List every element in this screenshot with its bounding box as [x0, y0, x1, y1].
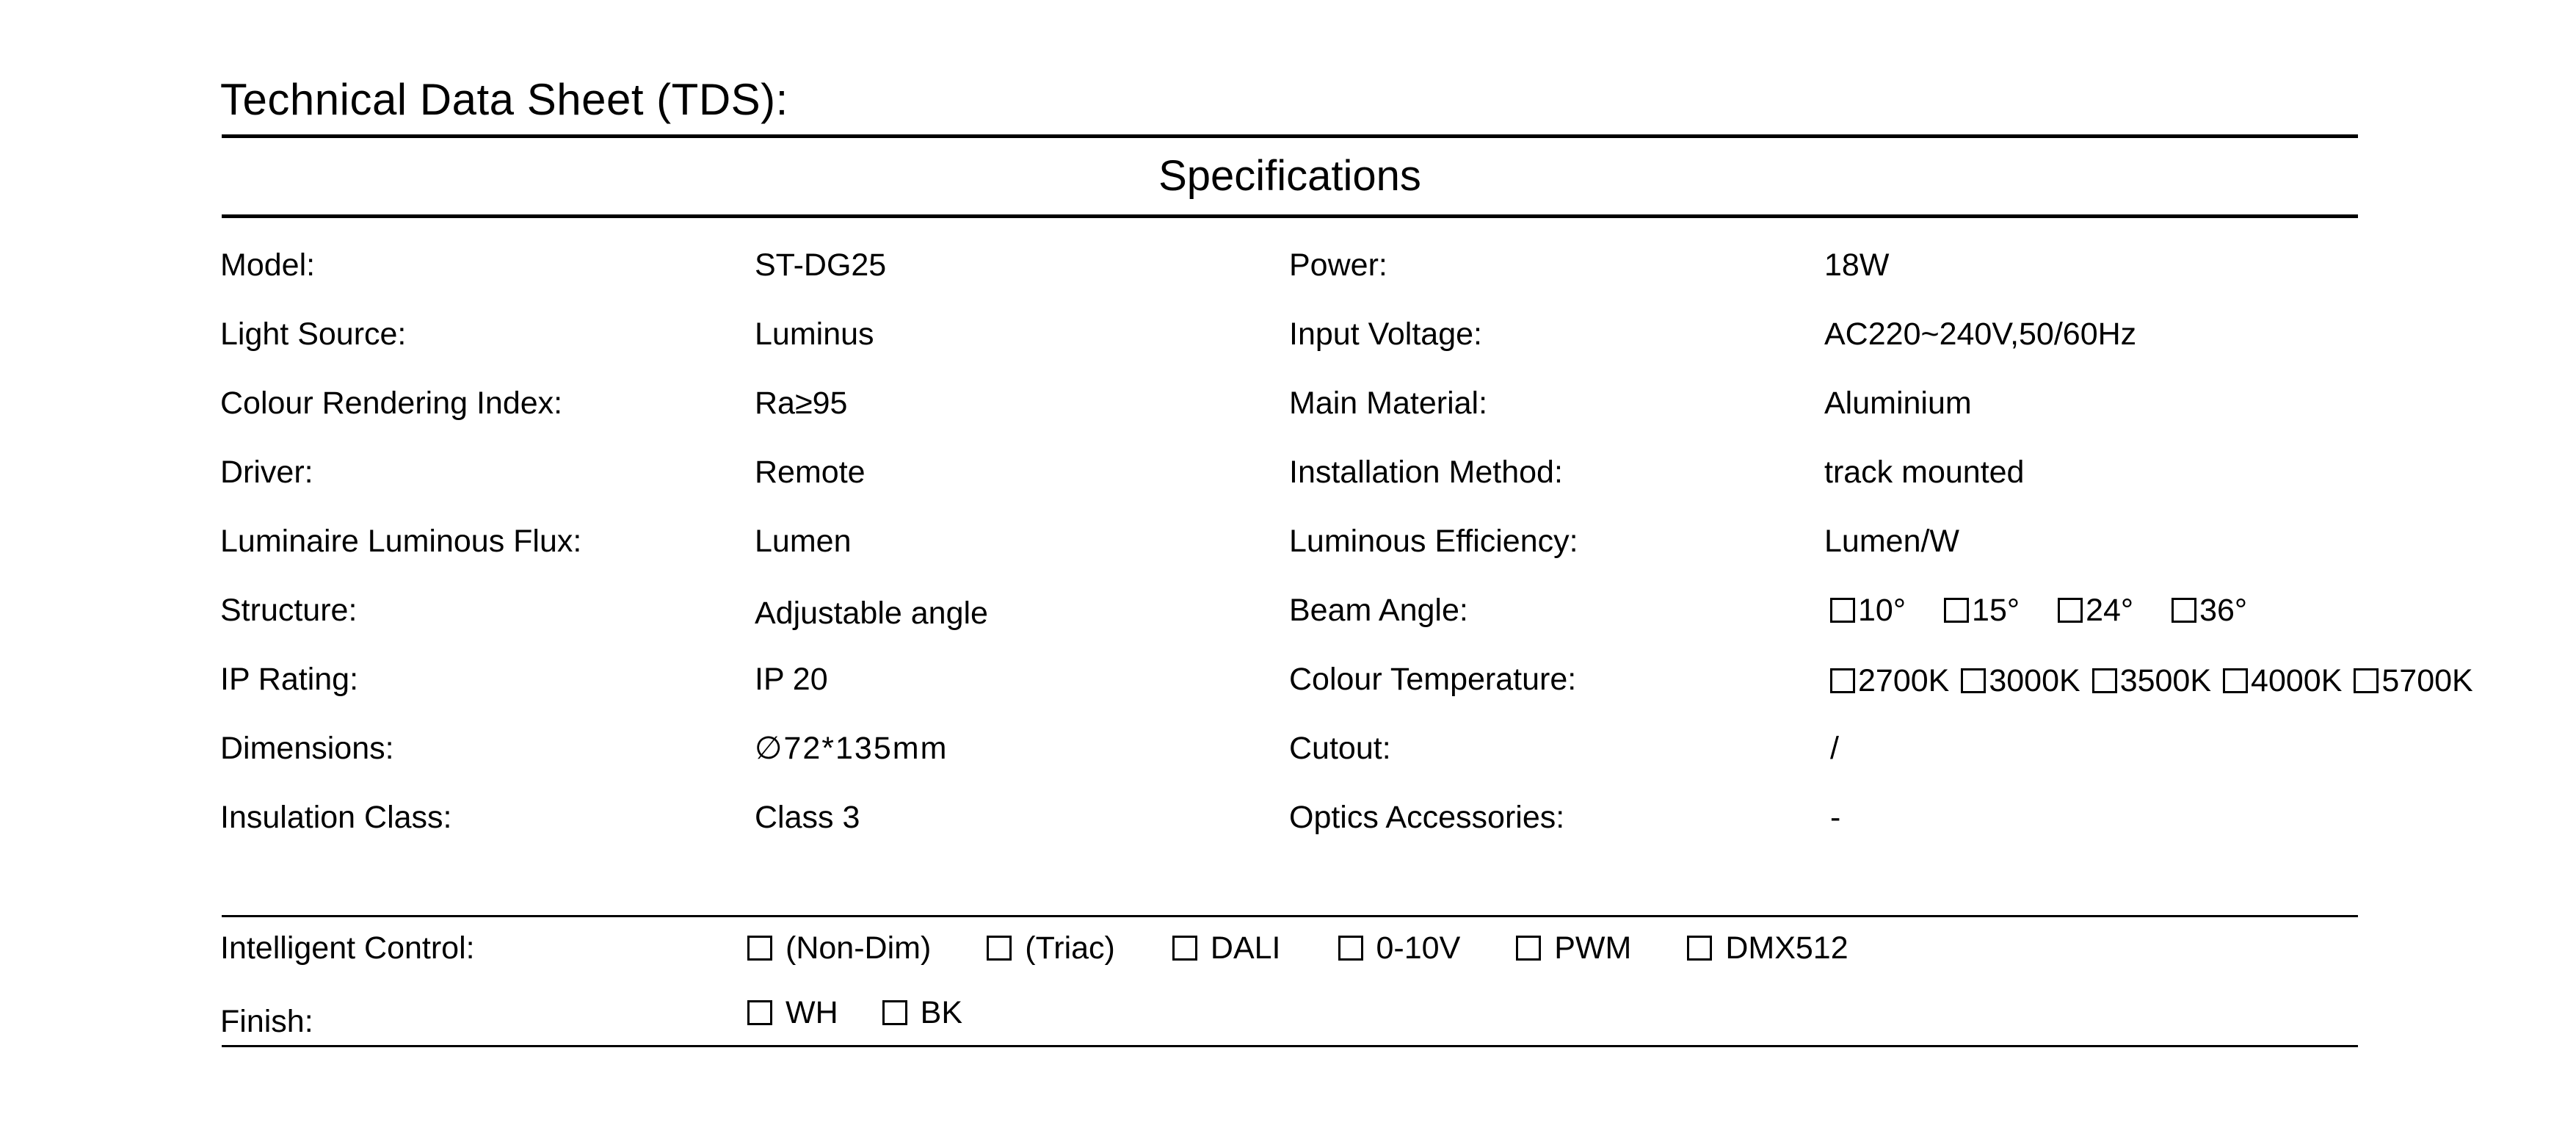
- intelligent-control-options: [747, 928, 1893, 968]
- finish-label: Finish:: [220, 1004, 313, 1039]
- checkbox[interactable]: [882, 1000, 907, 1025]
- beam-angle-option[interactable]: [2058, 590, 2133, 630]
- colour-temperature-option-label: 5700K: [2381, 663, 2473, 698]
- light-source-value: Luminus: [755, 317, 874, 352]
- intelligent-control-option[interactable]: [747, 930, 931, 966]
- dimensions-label: Dimensions:: [220, 731, 394, 766]
- spec-row-driver: [220, 452, 2569, 521]
- colour-temperature-option[interactable]: [1830, 661, 1949, 701]
- driver-value: Remote: [755, 455, 866, 490]
- spec-row-model: [220, 245, 2569, 314]
- checkbox[interactable]: [1944, 598, 1969, 623]
- spec-row-cri: [220, 383, 2569, 452]
- checkbox[interactable]: [1172, 936, 1197, 961]
- spec-row-ip-rating: [220, 659, 2569, 728]
- beam-angle-options: [1830, 590, 2285, 630]
- controls-bottom-rule: [222, 1045, 2358, 1047]
- insulation-class-value: Class 3: [755, 800, 860, 835]
- intelligent-control-option[interactable]: [1516, 930, 1631, 966]
- checkbox[interactable]: [2354, 668, 2379, 693]
- intelligent-control-option-label: 0-10V: [1376, 930, 1461, 966]
- colour-temperature-label: Colour Temperature:: [1289, 662, 1577, 697]
- checkbox[interactable]: [987, 936, 1012, 961]
- finish-options: [747, 993, 1006, 1033]
- checkbox[interactable]: [1830, 668, 1855, 693]
- luminous-flux-label: Luminaire Luminous Flux:: [220, 524, 582, 559]
- colour-temperature-option[interactable]: [2092, 661, 2211, 701]
- checkbox[interactable]: [2223, 668, 2248, 693]
- cutout-value: /: [1830, 731, 1839, 766]
- intelligent-control-option-label: (Triac): [1025, 930, 1115, 966]
- optics-accessories-value: -: [1830, 800, 1841, 835]
- ip-rating-value: IP 20: [755, 662, 828, 697]
- structure-value: Adjustable angle: [755, 596, 988, 631]
- input-voltage-value: AC220~240V,50/60Hz: [1824, 317, 2137, 352]
- colour-temperature-option-label: 4000K: [2251, 663, 2343, 698]
- beam-angle-option-label: 36°: [2199, 593, 2248, 628]
- spec-row-dimensions: [220, 728, 2569, 798]
- finish-row: [220, 993, 2423, 1037]
- colour-temperature-option[interactable]: [2223, 661, 2342, 701]
- section-title: Specifications: [1158, 152, 1421, 200]
- ip-rating-label: IP Rating:: [220, 662, 359, 697]
- checkbox[interactable]: [2172, 598, 2196, 623]
- beam-angle-option-label: 10°: [1858, 593, 1906, 628]
- title-top-rule: [222, 134, 2358, 138]
- cri-label: Colour Rendering Index:: [220, 386, 563, 421]
- cutout-label: Cutout:: [1289, 731, 1391, 766]
- luminous-efficiency-value: Lumen/W: [1824, 524, 1960, 559]
- model-value: ST-DG25: [755, 247, 887, 283]
- installation-method-value: track mounted: [1824, 455, 2025, 490]
- spec-row-insulation-class: [220, 798, 2569, 867]
- checkbox[interactable]: [1687, 936, 1712, 961]
- colour-temperature-option-label: 3000K: [1989, 663, 2080, 698]
- checkbox[interactable]: [2092, 668, 2117, 693]
- model-label: Model:: [220, 247, 316, 283]
- checkbox[interactable]: [1830, 598, 1855, 623]
- beam-angle-option[interactable]: [1944, 590, 2020, 630]
- checkbox[interactable]: [1516, 936, 1541, 961]
- spec-row-luminous-flux: [220, 521, 2569, 590]
- colour-temperature-option-label: 2700K: [1858, 663, 1950, 698]
- luminous-flux-value: Lumen: [755, 524, 852, 559]
- checkbox[interactable]: [1961, 668, 1986, 693]
- input-voltage-label: Input Voltage:: [1289, 317, 1482, 352]
- intelligent-control-label: Intelligent Control:: [220, 930, 475, 966]
- finish-option[interactable]: [882, 995, 962, 1031]
- driver-label: Driver:: [220, 455, 313, 490]
- intelligent-control-option[interactable]: [1687, 930, 1848, 966]
- colour-temperature-options: [1830, 661, 2485, 701]
- structure-label: Structure:: [220, 593, 358, 628]
- intelligent-control-option-label: (Non-Dim): [786, 930, 932, 966]
- insulation-class-label: Insulation Class:: [220, 800, 452, 835]
- main-material-value: Aluminium: [1824, 386, 1972, 421]
- colour-temperature-option[interactable]: [2354, 661, 2472, 701]
- spec-row-light-source: [220, 314, 2569, 383]
- optics-accessories-label: Optics Accessories:: [1289, 800, 1565, 835]
- beam-angle-option[interactable]: [2172, 590, 2247, 630]
- luminous-efficiency-label: Luminous Efficiency:: [1289, 524, 1578, 559]
- checkbox[interactable]: [2058, 598, 2083, 623]
- spec-row-structure: [220, 590, 2569, 659]
- section-bottom-rule: [222, 214, 2358, 218]
- power-value: 18W: [1824, 247, 1890, 283]
- colour-temperature-option-label: 3500K: [2119, 663, 2212, 698]
- light-source-label: Light Source:: [220, 317, 407, 352]
- checkbox[interactable]: [1338, 936, 1363, 961]
- beam-angle-option[interactable]: [1830, 590, 1906, 630]
- dimensions-value: ∅72*135mm: [755, 731, 948, 766]
- controls-top-rule: [222, 915, 2358, 917]
- intelligent-control-option-label: PWM: [1554, 930, 1632, 966]
- intelligent-control-option-label: DMX512: [1725, 930, 1848, 966]
- beam-angle-option-label: 15°: [1972, 593, 2020, 628]
- checkbox[interactable]: [747, 1000, 772, 1025]
- colour-temperature-option[interactable]: [1961, 661, 2080, 701]
- beam-angle-option-label: 24°: [2086, 593, 2134, 628]
- specifications-table: [220, 245, 2569, 867]
- finish-option-label: BK: [920, 994, 963, 1030]
- beam-angle-label: Beam Angle:: [1289, 593, 1468, 628]
- checkbox[interactable]: [747, 936, 772, 961]
- intelligent-control-option[interactable]: [987, 930, 1115, 966]
- intelligent-control-option[interactable]: [1338, 930, 1461, 966]
- finish-option[interactable]: [747, 995, 838, 1031]
- cri-value: Ra≥95: [755, 386, 848, 421]
- intelligent-control-row: [220, 928, 2423, 972]
- main-material-label: Main Material:: [1289, 386, 1488, 421]
- finish-option-label: WH: [786, 994, 838, 1030]
- power-label: Power:: [1289, 247, 1387, 283]
- document-title: Technical Data Sheet (TDS):: [220, 75, 788, 124]
- intelligent-control-option-label: DALI: [1210, 930, 1281, 966]
- intelligent-control-option[interactable]: [1172, 930, 1281, 966]
- installation-method-label: Installation Method:: [1289, 455, 1563, 490]
